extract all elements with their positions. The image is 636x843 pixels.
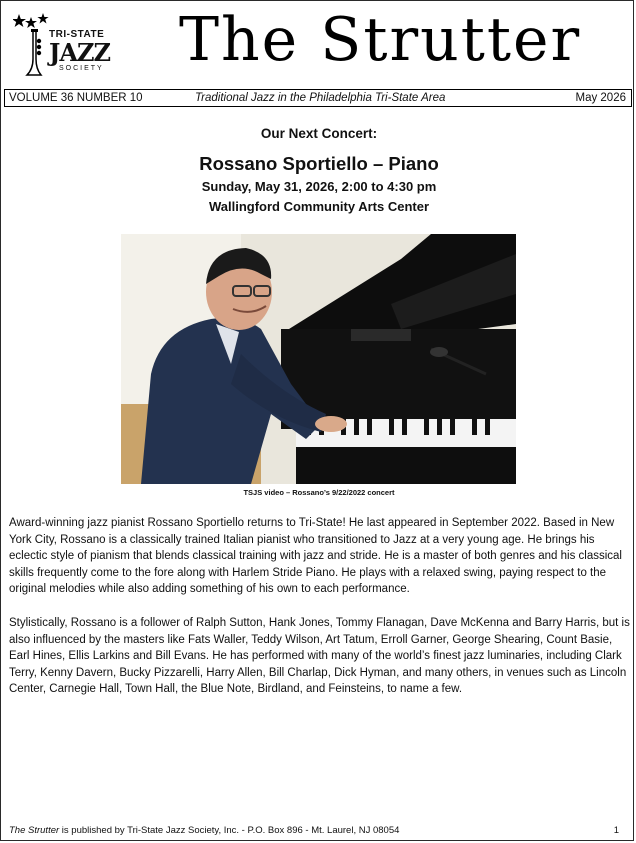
footer-publication-name: The Strutter [9, 825, 60, 836]
concert-heading: Our Next Concert: [260, 126, 378, 141]
article-paragraph-2: Stylistically, Rossano is a follower of Ralph Sutton, Hank Jones, Tommy Flanagan, Dave McKenna and Barry Harris, but is also influenced by the masters like Fats Waller, Teddy Wilson, Art Tatum, Erroll Garner, George Shearing, Count Basie, Earl Hines, Ellis Larkins and Bill Evans. He has performed with many of the world’s finest jazz luminaries, including Clark Terry, Kenny Davern, Bucky Pizzarelli, Harry Allen, Bill Charlap, Dick Hyman, and many others, in venues such as Lincoln Center, Carnegie Hall, Town Hall, the Blue Note, Birdland, and Feinsteins, to name a few. [9, 617, 630, 695]
issue-info-bar [4, 89, 632, 107]
article-paragraph-1: Award-winning jazz pianist Rossano Sportiello returns to Tri-State! He last appeared in September 2022. Based in New York City, Rossano is a classically trained Italian pianist who transitioned to Jazz at a very young age. He brings his eclectic style of pianism that blends classical training with jazz and stride. He is a master of both genres and his classical skills frequently come to the fore along with Harlem Stride Piano. He plays with a relaxed swing, paying respect to the original melodies while also adding something of his own to each performance. [9, 517, 622, 595]
publication-footer [9, 825, 399, 836]
concert-venue: Wallingford Community Arts Center [208, 199, 430, 214]
logo-line-3: SOCIETY [59, 65, 104, 72]
trumpet-icon [25, 29, 51, 77]
logo-line-2: JAZZ [49, 38, 111, 67]
tsjs-logo [13, 13, 121, 75]
logo-line-1: TRI-STATE [49, 29, 105, 40]
performer-name: Rossano Sportiello – Piano [199, 153, 439, 174]
issue-date: May 2026 [575, 92, 626, 104]
footer-text: is published by Tri-State Jazz Society, Inc. - P.O. Box 896 - Mt. Laurel, NJ 08054 [59, 825, 400, 836]
performer-photo [121, 234, 516, 484]
page-number: 1 [613, 825, 619, 836]
newsletter-title: The Strutter [179, 5, 582, 75]
volume-number: VOLUME 36 NUMBER 10 [9, 92, 143, 104]
pianist-illustration [121, 234, 516, 484]
concert-datetime: Sunday, May 31, 2026, 2:00 to 4:30 pm [201, 179, 437, 194]
photo-caption: TSJS video – Rossano’s 9/22/2022 concert [243, 488, 395, 497]
tagline: Traditional Jazz in the Philadelphia Tri-State Area [195, 92, 446, 104]
